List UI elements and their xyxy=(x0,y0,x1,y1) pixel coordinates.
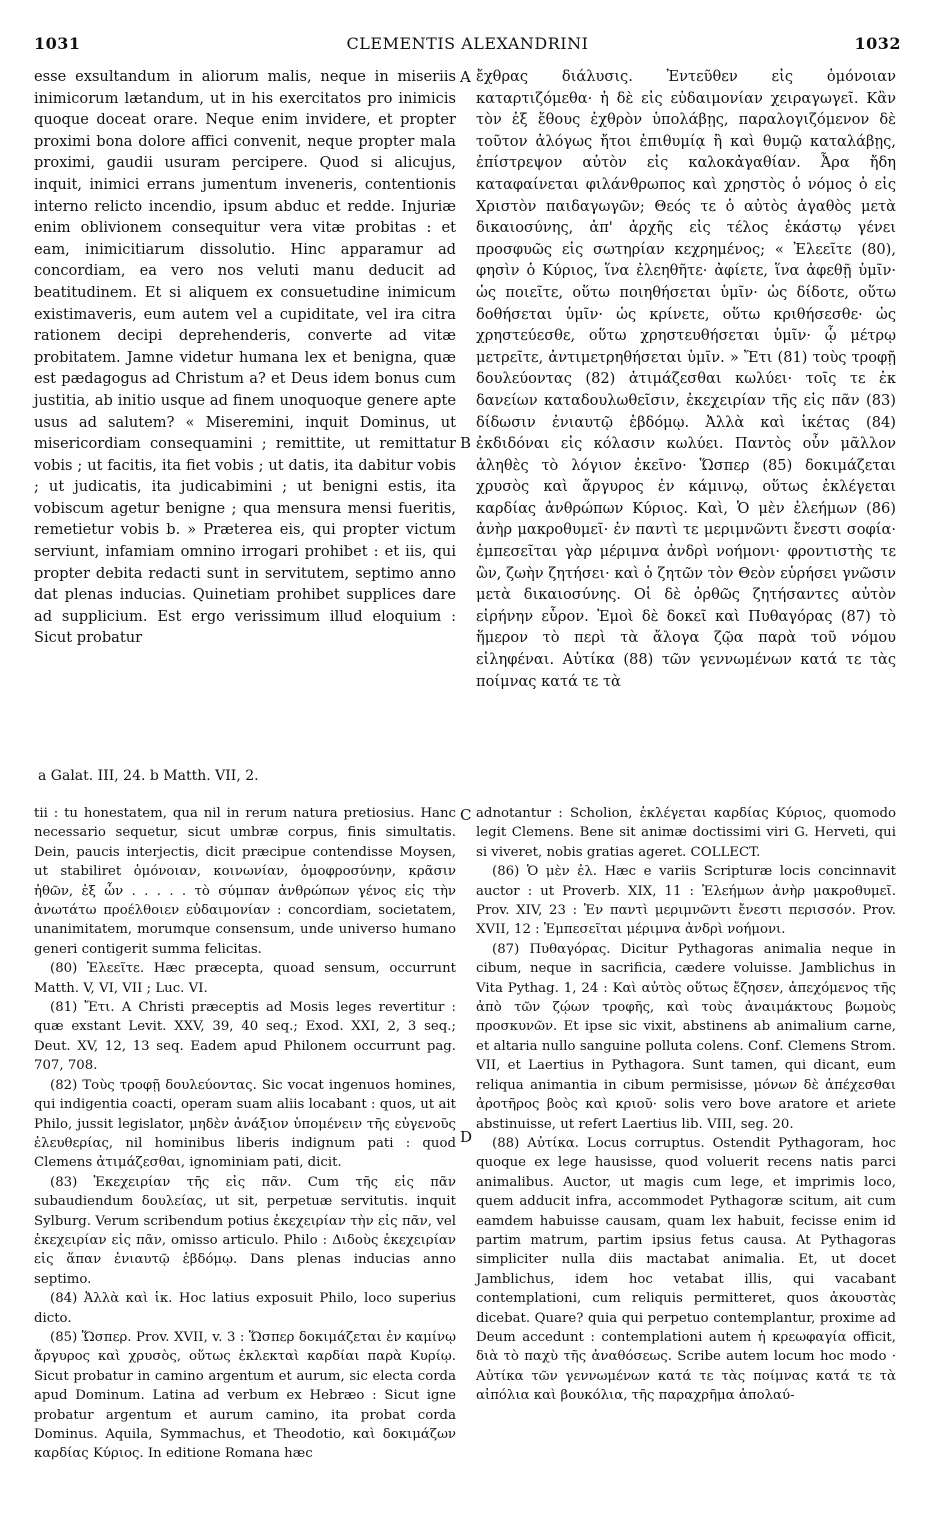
notes-right-column xyxy=(476,804,896,1406)
page-header xyxy=(34,34,901,56)
note-80: (80) Ἐλεεῖτε. Hæc præcepta, quoad sensum, occurrunt Matth. V, VI, VII ; Luc. VI. xyxy=(34,961,456,996)
footnotes: a Galat. III, 24. b Matth. VII, 2. xyxy=(38,768,259,784)
left-page-number: 1031 xyxy=(34,34,81,53)
note-87: (87) Πυθαγόρας. Dicitur Pythagoras animalia neque in cibum, neque in sacrificia, cædere voluisse. Jamblichus in Vita Pythag. 1, 24 : Καὶ αὐτὸς οὕτως ἔζησεν, ἀπεχόμενος τῆς ἀπὸ τῶν ζῴων τροφῆς, καὶ τοὺς ἀναιμάκτους βωμοὺς προσκυνῶν. Et ipse sic vixit, abstinens ab animalium carne, et altaria nullo sanguine polluta colens. Conf. Clemens Strom. VII, et Laertius in Pythagora. Sunt tamen, qui dicant, eum reliqua animantia in cibum permisisse, μόνων δὲ ἀπέχεσθαι ἀροτῆρος βοὸς καὶ κριοῦ· solis vero bove aratore et ariete abstinuisse, ut refert Laertius lib. VIII, seg. 20. xyxy=(476,941,896,1132)
note-85: (85) Ὥσπερ. Prov. XVII, v. 3 : Ὥσπερ δοκιμάζεται ἐν καμίνῳ ἄργυρος καὶ χρυσὸς, οὕτως ἐκλεκταὶ καρδίαι παρὰ Κυρίῳ. Sicut probatur in camino argentum et aurum, sic electa corda apud Dominum. Latina ad verbum ex Hebræo : Sicut igne probatur argentum et aurum camino, ita probat corda Dominus. Aquila, Symmachus, et Theodotio, καὶ δοκιμάζων καρδίας Κύριος. In editione Romana hæc xyxy=(34,1329,456,1462)
note-82: (82) Τοὺς τροφῇ δουλεύοντας. Sic vocat ingenuos homines, qui indigentia coacti, operam suam aliis locabant : quos, ut ait Philo, jussit legislator, μηδὲν ἀνάξιον ὑπομένειν τῆς εὐγενοῦς ἐλευθερίας, nil hominibus liberis indignum pati : quod Clemens ἀτιμάζεσθαι, ignominiam pati, dicit. xyxy=(34,1077,456,1171)
greek-text-column xyxy=(476,66,896,692)
greek-text: ἔχθρας διάλυσις. Ἐντεῦθεν εἰς ὁμόνοιαν καταρτιζόμεθα· ἡ δὲ εἰς εὐδαιμονίαν χειραγωγεῖ. Κἂν τὸν ἐξ ἔθους ἐχθρὸν ὑπολάβῃς, παραλογιζόμενον δὲ τοῦτον ἀλόγως ἤτοι ἐπιθυμίᾳ ἢ καὶ θυμῷ καταλάβῃς, ἐπίστρεψον αὐτὸν εἰς καλοκἀγαθίαν. Ἆρα ἤδη καταφαίνεται φιλάνθρωπος καὶ χρηστὸς ὁ νόμος ὁ εἰς Χριστὸν παιδαγωγῶν; Θεός τε ὁ αὐτὸς ἀγαθὸς μετὰ δικαιοσύνης, ἀπ' ἀρχῆς εἰς τέλος ἑκάστῳ γένει προσφυῶς εἰς σωτηρίαν κεχρημένος; « Ἐλεεῖτε (80), φησὶν ὁ Κύριος, ἵνα ἐλεηθῆτε· ἀφίετε, ἵνα ἀφεθῇ ὑμῖν· ὡς ποιεῖτε, οὕτω ποιηθήσεται ὑμῖν· ὡς δίδοτε, οὕτω δοθήσεται ὑμῖν· ὡς κρίνετε, οὕτω κριθήσεσθε· ὡς χρηστεύεσθε, οὕτω χρηστευθήσεται ὑμῖν· ᾧ μέτρῳ μετρεῖτε, ἀντιμετρηθήσεται ὑμῖν. » Ἔτι (81) τοὺς τροφῇ δουλεύοντας (82) ἀτιμάζεσθαι κωλύει· τοῖς τε ἐκ δανείων καταδουλωθεῖσιν, ἐκεχειρίαν τῆς εἰς πᾶν (83) δίδωσιν ἐνιαυτῷ ἑβδόμῳ. Ἀλλὰ καὶ ἱκέτας (84) ἐκδιδόναι εἰς κόλασιν κωλύει. Παντὸς οὖν μᾶλλον ἀληθὲς τὸ λόγιον ἐκεῖνο· Ὥσπερ (85) δοκιμάζεται χρυσὸς καὶ ἄργυρος ἐν κάμινῳ, οὕτως ἐκλέγεται καρδίας ἀνθρώπων Κύριος. Καὶ, Ὁ μὲν ἐλεήμων (86) ἀνὴρ μακροθυμεῖ· ἐν παντὶ τε μεριμνῶντι ἔνεστι σοφία· ἐμπεσεῖται γὰρ μέριμνα ἀνδρὶ νοήμονι· φροντιστὴς τε ὢν, ζωὴν ζητήσει· καὶ ὁ ζητῶν τὸν Θεὸν εὑρήσει γνῶσιν μετὰ δικαιοσύνης. Οἱ δὲ ὀρθῶς ζητήσαντες αὐτὸν εἰρήνην εὗρον. Ἐμοὶ δὲ δοκεῖ καὶ Πυθαγόρας (87) τὸ ἥμερον τὸ περὶ τὰ ἄλογα ζῷα παρὰ τοῦ νόμου εἰληφέναι. Αὐτίκα (88) τῶν γεννωμένων κατά τε τὰς ποίμνας κατά τε τὰ xyxy=(476,68,896,690)
margin-letter-c: C xyxy=(460,806,472,824)
notes-left-column xyxy=(34,804,456,1464)
note-84: (84) Ἀλλὰ καὶ ἱκ. Hoc latius exposuit Philo, loco superius dicto. xyxy=(34,1291,456,1326)
latin-text-column xyxy=(34,66,456,649)
margin-letter-b: B xyxy=(460,434,472,452)
note-88: (88) Αὐτίκα. Locus corruptus. Ostendit Pythagoram, hoc quoque ex lege hausisse, quod voluerit recens natis parci animalibus. Auctor, ut magis cum lege, et imprimis loco, quem adducit infra, accommodet Pythagoræ scitum, ait cum eamdem habuisse causam, quam lex habuit, fecisse enim id partim matrum, partim ipsius fetus causa. At Pythagoras simpliciter nulla diis mactabat animalia. Et, ut docet Jamblichus, idem hoc vetabat illis, qui vacabant contemplationi, cum reliquis permitteret, quos ἀκουστὰς dicebat. Quare? quia qui perpetuo contemplantur, proxime ad Deum accedunt : contemplationi autem ἡ κρεωφαγία officit, διὰ τὸ παχὺ τῆς ἀναθόσεως. Scribe autem locum hoc modo · Αὐτίκα τῶν γεννωμένων κατά τε τὰς ποίμνας κατά τε τὰ αἰπόλια καὶ βουκόλια, τῆς παραχρῆμα ἀπολαύ- xyxy=(476,1135,896,1404)
running-title: CLEMENTIS ALEXANDRINI xyxy=(346,34,589,53)
note-paragraph: adnotantur : Scholion, ἐκλέγεται καρδίας Κύριος, quomodo legit Clemens. Bene sit animæ doctissimi viri G. Herveti, qui si viveret, nobis gratias ageret. COLLECT. xyxy=(476,806,896,860)
note-paragraph: tii : tu honestatem, qua nil in rerum natura pretiosius. Hanc necessario sequetur, sicut umbræ corpus, finis simultatis. Dein, paucis interjectis, dicit præcipue contendisse Moysen, ut stabiliret ὁμόνοιαν, κοινωνίαν, ὁμοφροσύνην, κρᾶσιν ἠθῶν, ἐξ ὧν . . . . . τὸ σύμπαν ἀνθρώπων γένος εἰς τὴν ἀνωτάτω προέλθοιεν εὐδαιμονίαν : concordiam, societatem, unanimitatem, morumque consensum, unde universo humano generi contigerit summa felicitas. xyxy=(34,806,456,957)
margin-letter-d: D xyxy=(460,1128,473,1146)
right-page-number: 1032 xyxy=(854,34,901,53)
latin-text: esse exsultandum in aliorum malis, neque in miseriis inimicorum lætandum, ut in his exercitatos pro inimicis quoque doceat orare. Neque enim invidere, et propter proximi bona dolore affici convenit, neque propter mala proximi, gaudii usuram percipere. Quod si alicujus, inquit, inimici errans jumentum inveneris, contentionis interno relicto incendio, ipsum abduc et redde. Injuriæ enim oblivionem consequitur vera vitæ probitas : et eam, inimicitiarum dissolutio. Hinc apparamur ad concordiam, ea vero nos veluti manu deducit ad beatitudinem. Et si aliquem ex consuetudine inimicum existimaveris, eum autem vel a cupiditate, vel ira citra rationem decipi deprehenderis, converte ad vitæ probitatem. Jamne videtur humana lex et benigna, quæ est pædagogus ad Christum a? et Deus idem bonus cum justitia, ab initio usque ad finem unoquoque genere apte usus ad salutem? « Miseremini, inquit Dominus, ut misericordiam consequamini ; remittite, ut remittatur vobis ; ut facitis, ita fiet vobis ; ut datis, ita dabitur vobis ; ut judicatis, ita judicabimini ; ut benigni estis, ita vobiscum agetur benigne ; qua mensura mensi fueritis, remetietur vobis b. » Præterea eis, qui propter victum serviunt, infamiam omnino irrogari prohibet : et iis, qui propter debita redacti sunt in servitutem, septimo anno dat plenas inducias. Quinetiam prohibet supplices dare ad supplicium. Est ergo verissimum illud eloquium : Sicut probatur xyxy=(34,68,456,647)
note-86: (86) Ὁ μὲν ἐλ. Hæc e variis Scripturæ locis concinnavit auctor : ut Proverb. XIX, 11 : Ἐλεήμων ἀνὴρ μακροθυμεῖ. Prov. XIV, 23 : Ἐν παντὶ μεριμνῶντι ἔνεστι περισσόν. Prov. XVII, 12 : Ἐμπεσεῖται μέριμνα ἀνδρὶ νοήμονι. xyxy=(476,864,896,938)
margin-letter-a: A xyxy=(460,68,471,86)
note-83: (83) Ἐκεχειρίαν τῆς εἰς πᾶν. Cum τῆς εἰς πᾶν subaudiendum δουλείας, ut sit, perpetuæ servitutis. inquit Sylburg. Verum scribendum potius ἐκεχειρίαν τὴν εἰς πᾶν, vel ἐκεχειρίαν εἰς πᾶν, omisso articulo. Philo : Διδοὺς ἐκεχειρίαν εἰς ἅπαν ἐνιαυτῷ ἑβδόμῳ. Dans plenas inducias anno septimo. xyxy=(34,1174,456,1287)
note-81: (81) Ἔτι. A Christi præceptis ad Mosis leges revertitur : quæ exstant Levit. XXV, 39, 40 seq.; Exod. XXI, 2, 3 seq.; Deut. XV, 12, 13 seq. Eadem apud Philonem occurrunt pag. 707, 708. xyxy=(34,1000,456,1074)
